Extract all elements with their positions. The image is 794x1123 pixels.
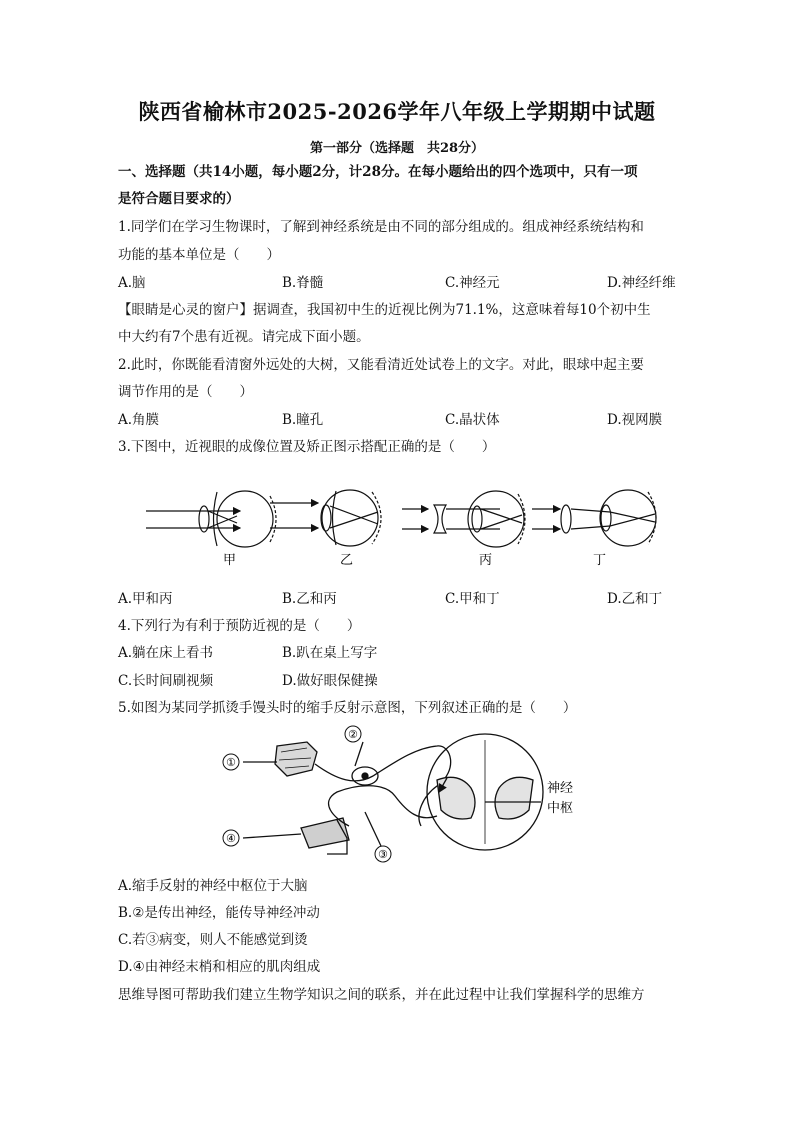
q1-stem-line1: 1.同学们在学习生物课时，了解到神经系统是由不同的部分组成的。组成神经系统结构和: [118, 219, 644, 235]
part-heading: 第一部分（选择题 共28分）: [309, 141, 485, 156]
reflex-label-3: ③: [378, 848, 388, 861]
q3-option-b: B.乙和丙: [282, 591, 337, 607]
reflex-label-2: ②: [348, 728, 358, 741]
q5-option-b: B.②是传出神经，能传导神经冲动: [118, 905, 320, 921]
reflex-label-1: ①: [226, 756, 236, 769]
q1-stem-line2: 功能的基本单位是（ ）: [118, 247, 280, 263]
section-heading-line2: 是符合题目要求的）: [118, 191, 240, 207]
q1-option-a: A.脑: [118, 275, 146, 291]
q3-stem-line1: 3.下图中，近视眼的成像位置及矫正图示搭配正确的是（ ）: [118, 439, 496, 455]
q2-option-c: C.晶状体: [445, 412, 500, 428]
q4-option-a: A.躺在床上看书: [118, 645, 214, 661]
q2-stem-line1: 2.此时，你既能看清窗外远处的大树，又能看清近处试卷上的文字。对此，眼球中起主要: [118, 357, 644, 373]
q2-stem-line2: 调节作用的是（ ）: [118, 384, 253, 400]
q4-option-d: D.做好眼保健操: [282, 673, 378, 689]
footer-line1: 思维导图可帮助我们建立生物学知识之间的联系，并在此过程中让我们掌握科学的思维方: [118, 987, 645, 1003]
eye-diagram-bing: [402, 491, 525, 547]
reflex-arc-figure: [215, 722, 595, 868]
q5-option-d: D.④由神经末梢和相应的肌肉组成: [118, 959, 321, 975]
intro-line2: 中大约有7个患有近视。请完成下面小题。: [118, 329, 370, 345]
eye-diagram-ding: [532, 490, 656, 546]
q5-option-a: A.缩手反射的神经中枢位于大脑: [118, 878, 308, 894]
q1-option-b: B.脊髓: [282, 275, 324, 291]
q4-option-c: C.长时间刷视频: [118, 673, 214, 689]
q5-option-c: C.若③病变，则人不能感觉到烫: [118, 932, 308, 948]
q1-option-c: C.神经元: [445, 275, 500, 291]
q5-stem-line1: 5.如图为某同学抓烫手馒头时的缩手反射示意图，下列叙述正确的是（ ）: [118, 700, 577, 716]
figure-label-jia: 甲: [223, 553, 237, 568]
figure-label-yi: 乙: [340, 553, 354, 568]
q3-option-d: D.乙和丁: [607, 591, 663, 607]
q2-option-d: D.视网膜: [607, 412, 663, 428]
eye-diagram-yi: [270, 490, 381, 546]
q4-option-b: B.趴在桌上写字: [282, 645, 378, 661]
q3-option-a: A.甲和丙: [118, 591, 173, 607]
q3-option-c: C.甲和丁: [445, 591, 500, 607]
section-heading-line1: 一、选择题（共14小题，每小题2分，计28分。在每小题给出的四个选项中，只有一项: [118, 164, 638, 180]
page-title: 陕西省榆林市2025-2026学年八年级上学期期中试题: [138, 99, 656, 124]
reflex-label-4: ④: [226, 832, 236, 845]
q4-stem-line1: 4.下列行为有利于预防近视的是（ ）: [118, 618, 361, 634]
reflex-label-center-line1: 神经: [547, 781, 574, 796]
eye-diagram-figure: [140, 478, 670, 578]
eye-diagram-jia: [146, 491, 276, 547]
figure-label-ding: 丁: [593, 553, 607, 568]
q2-option-a: A.角膜: [118, 412, 160, 428]
q1-option-d: D.神经纤维: [607, 275, 676, 291]
figure-label-bing: 丙: [479, 553, 493, 568]
intro-line1: 【眼睛是心灵的窗户】据调查，我国初中生的近视比例为71.1%，这意味着每10个初中生: [118, 302, 651, 318]
q2-option-b: B.瞳孔: [282, 412, 324, 428]
reflex-label-center-line2: 中枢: [547, 801, 574, 816]
